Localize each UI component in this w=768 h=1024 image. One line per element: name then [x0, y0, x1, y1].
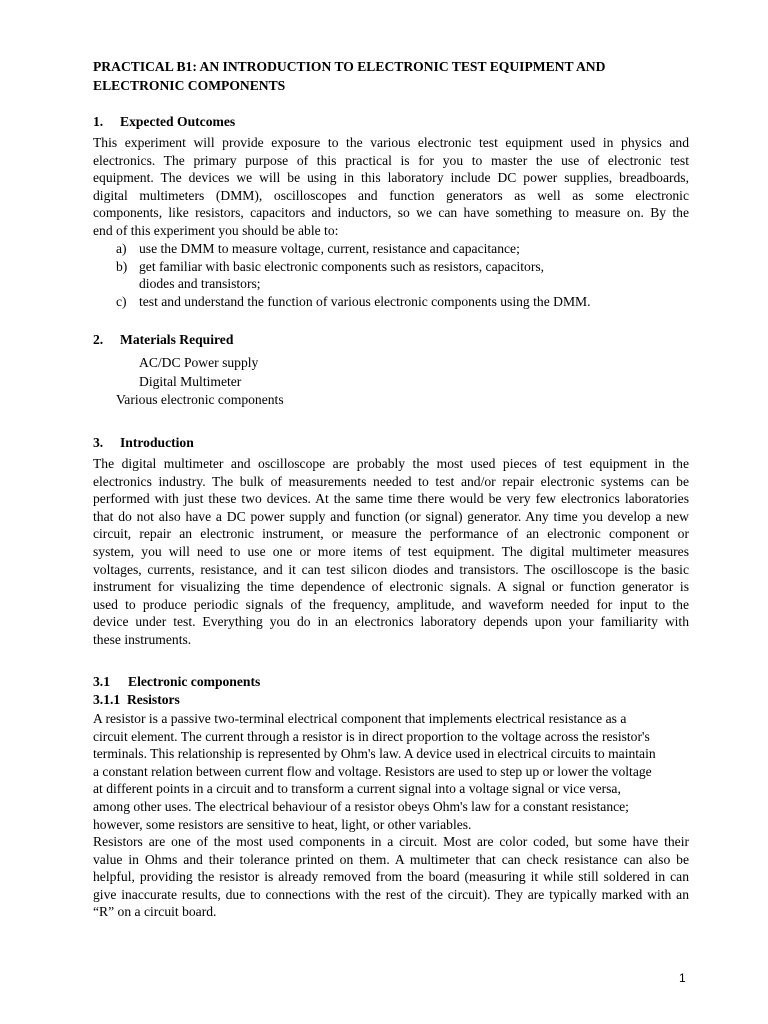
text-line: voltages, currents, resistance, and it can test silicon diodes and transistors. The oscilloscope is the basic	[93, 561, 689, 577]
text-line: electronics industry. The bulk of measurements needed to test and/or repair electronic systems can be	[93, 473, 689, 489]
list-item	[116, 240, 676, 258]
introduction-paragraph	[93, 455, 689, 649]
list-item	[116, 293, 676, 311]
text-line: “R” on a circuit board.	[93, 904, 217, 920]
section-title: Materials Required	[120, 332, 234, 347]
material-item: Various electronic components	[116, 392, 284, 407]
list-marker: a)	[116, 241, 127, 256]
section-number: 3.1.1	[93, 692, 121, 707]
text-line: however, some resistors are sensitive to heat, light, or other variables.	[93, 816, 472, 832]
text-line: that do not also have a DC power supply and function (or signal) generator. Any time you develop a new	[93, 508, 689, 524]
text-line: helpful, providing the resistor is already removed from the board (measuring it while still soldered in can	[93, 869, 689, 885]
text-line: value in Ohms and their tolerance printed on them. A multimeter that can check resistance can also be	[93, 851, 689, 867]
text-line: among other uses. The electrical behaviour of a resistor obeys Ohm's law for a constant resistance;	[93, 798, 629, 814]
section-number: 3.	[93, 435, 104, 450]
section-title: Expected Outcomes	[120, 114, 236, 129]
text-line: a constant relation between current flow and voltage. Resistors are used to step up or lower the voltage	[93, 763, 652, 779]
text-line: device under test. Everything you do in an electronics laboratory depends upon your familiarity with	[93, 614, 689, 630]
section-3-heading	[93, 434, 194, 452]
text-line: circuit element. The current through a resistor is in direct proportion to the voltage across the resistor's	[93, 728, 650, 744]
text-line: instrument for visualizing the time dependence of electronic signals. A signal or function generator is	[93, 579, 689, 595]
text-line: terminals. This relationship is represented by Ohm's law. A device used in electrical circuits to maintain	[93, 746, 656, 762]
text-line: A resistor is a passive two-terminal electrical component that implements electrical resistance as a	[93, 711, 627, 726]
list-item	[116, 258, 676, 276]
text-line: digital multimeters (DMM), oscilloscopes and function generators as well as some electronic	[93, 187, 689, 203]
text-line: end of this experiment you should be able to:	[93, 222, 339, 238]
section-1-paragraph	[93, 134, 689, 240]
text-line: used to produce periodic signals of the frequency, amplitude, and waveform needed for input to the	[93, 596, 689, 612]
text-line: system, you will need to use one or more items of test equipment. The digital multimeter measures	[93, 543, 689, 559]
title-line-1: PRACTICAL B1: AN INTRODUCTION TO ELECTRONIC TEST EQUIPMENT AND	[93, 59, 606, 74]
text-line: equipment. The devices we will be using in this laboratory include DC power supplies, breadboards,	[93, 170, 689, 186]
resistors-paragraph-2	[93, 833, 689, 921]
list-text: diodes and transistors;	[139, 276, 261, 292]
subsection-3-1-1-heading	[93, 691, 180, 709]
text-line: Resistors are one of the most used components in a circuit. Most are color coded, but some have their	[93, 834, 689, 849]
list-item	[116, 275, 676, 293]
section-title: Electronic components	[128, 674, 261, 689]
list-text: use the DMM to measure voltage, current, resistance and capacitance;	[139, 241, 520, 256]
title-line-2: ELECTRONIC COMPONENTS	[93, 78, 286, 93]
page-number: 1	[679, 971, 686, 985]
text-line: electronics. The primary purpose of this practical is for you to master the use of electronic test	[93, 152, 689, 168]
section-title: Resistors	[126, 692, 180, 707]
text-line: circuit, repair an electronic instrument, or measure the performance of an electronic component or	[93, 526, 689, 542]
text-line: The digital multimeter and oscilloscope are probably the most used pieces of test equipment in the	[93, 456, 689, 471]
text-line: components, like resistors, capacitors and inductors, so we can have something to measure on. By the	[93, 205, 689, 221]
material-item: Digital Multimeter	[139, 374, 242, 389]
list-text: get familiar with basic electronic components such as resistors, capacitors,	[139, 258, 545, 274]
text-line: these instruments.	[93, 631, 192, 647]
list-text: test and understand the function of various electronic components using the DMM.	[139, 293, 591, 309]
section-number: 2.	[93, 332, 104, 347]
document-title	[93, 57, 693, 95]
list-marker: c)	[116, 293, 127, 309]
section-number: 3.1	[93, 674, 110, 689]
subsection-3-1-heading	[93, 673, 260, 691]
material-item: AC/DC Power supply	[139, 355, 259, 370]
section-title: Introduction	[120, 435, 194, 450]
text-line: give inaccurate results, due to connections with the rest of the circuit). They are typically marked with an	[93, 886, 689, 902]
list-marker: b)	[116, 258, 128, 274]
resistors-paragraph-1	[93, 710, 689, 833]
section-number: 1.	[93, 114, 104, 129]
section-1-heading	[93, 113, 235, 131]
outcomes-list	[116, 240, 676, 310]
text-line: performed with just these two devices. At the same time there would be very few electronics laboratories	[93, 491, 689, 507]
text-line: at different points in a circuit and to transform a current signal into a voltage signal or vice versa,	[93, 781, 621, 797]
text-line: This experiment will provide exposure to the various electronic test equipment used in physics and	[93, 135, 689, 150]
section-2-heading	[93, 331, 233, 349]
